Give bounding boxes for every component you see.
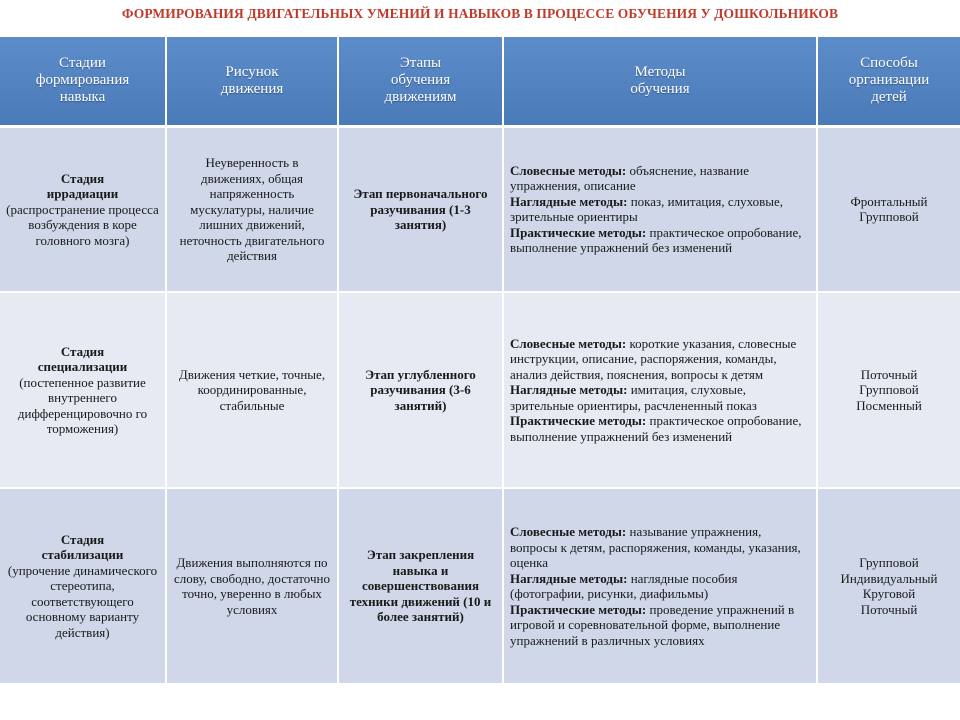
- stage-cell: Стадия стабилизации (упрочение динамического стереотипа, соответствующего основному варианту действия): [0, 488, 166, 684]
- stage-cell: Стадия иррадиации (распространение процесса возбуждения в коре головного мозга): [0, 126, 166, 292]
- method-item: Словесные методы: короткие указания, словесные инструкции, описание, распоряжения, команды, анализ действия, пояснения, вопросы к детям: [510, 335, 797, 382]
- phase-cell: Этап закрепления навыка и совершенствования техники движений (10 и более занятий): [338, 488, 503, 684]
- movement-cell: Движения четкие, точные, координированные, стабильные: [166, 292, 338, 488]
- method-item: Практические методы: практическое опробование, выполнение упражнений без изменений: [510, 224, 802, 256]
- organization-cell: Групповой Индивидуальный Круговой Поточный: [817, 488, 960, 684]
- method-item: Наглядные методы: имитация, слуховые, зрительные ориентиры, расчлененный показ: [510, 382, 757, 413]
- methods-cell: [503, 292, 817, 488]
- organization-cell: Поточный Групповой Посменный: [817, 292, 960, 488]
- method-item: Словесные методы: называние упражнения, вопросы к детям, распоряжения, команды, указания, оценка: [510, 524, 801, 570]
- header-organization: Способы организации детей: [817, 37, 960, 126]
- header-methods: Методы обучения: [503, 37, 817, 126]
- organization-cell: Фронтальный Групповой: [817, 126, 960, 292]
- method-item: Наглядные методы: наглядные пособия (фотографии, рисунки, диафильмы): [510, 570, 738, 601]
- method-item: Практические методы: практическое опробование, выполнение упражнений без изменений: [510, 413, 802, 444]
- phase-cell: Этап углубленного разучивания (3-6 занятий): [338, 292, 503, 488]
- header-movement: Рисунок движения: [166, 37, 338, 126]
- methods-cell: [503, 488, 817, 684]
- method-item: Наглядные методы: показ, имитация, слуховые, зрительные ориентиры: [510, 193, 783, 225]
- header-stages: Стадии формирования навыка: [0, 37, 166, 126]
- phase-cell: Этап первоначального разучивания (1-3 занятия): [338, 126, 503, 292]
- method-item: Словесные методы: объяснение, название упражнения, описание: [510, 162, 749, 194]
- methods-table: [0, 37, 960, 685]
- table-row: [0, 488, 960, 684]
- movement-cell: Неуверенность в движениях, общая напряженность мускулатуры, наличие лишних движений, неточность двигательного действия: [166, 126, 338, 292]
- header-row: [0, 37, 960, 126]
- stage-cell: Стадия специализации (постепенное развитие внутреннего дифференцировочно го торможения): [0, 292, 166, 488]
- table-row: [0, 292, 960, 488]
- page-title: ФОРМИРОВАНИЯ ДВИГАТЕЛЬНЫХ УМЕНИЙ И НАВЫКОВ В ПРОЦЕССЕ ОБУЧЕНИЯ У ДОШКОЛЬНИКОВ: [121, 6, 839, 21]
- method-item: Практические методы: проведение упражнений в игровой и соревновательной форме, выполнение упражнений в различных условиях: [510, 601, 795, 648]
- methods-cell: [503, 126, 817, 292]
- movement-cell: Движения выполняются по слову, свободно, достаточно точно, уверенно в любых условиях: [166, 488, 338, 684]
- table-row: [0, 126, 960, 292]
- header-phases: Этапы обучения движениям: [338, 37, 503, 126]
